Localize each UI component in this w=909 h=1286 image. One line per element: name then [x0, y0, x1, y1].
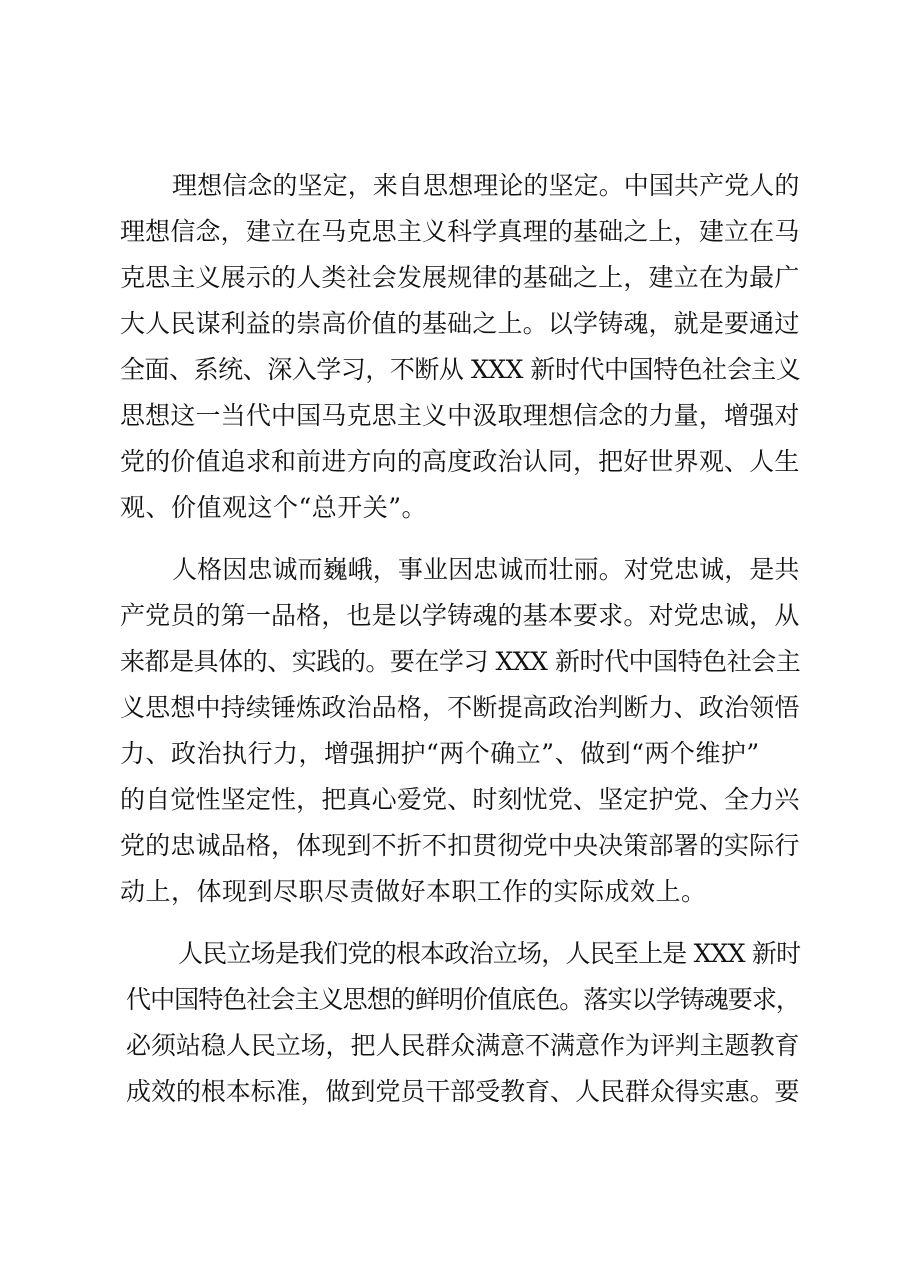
- text-line: 党的价值追求和前进方向的高度政治认同，把好世界观、人生: [120, 447, 800, 476]
- text-line: 义思想中持续锤炼政治品格，不断提高政治判断力、政治领悟: [120, 693, 800, 722]
- text-line: 观、价值观这个“总开关”。: [120, 493, 428, 522]
- text-line: 人民立场是我们党的根本政治立场，人民至上是 XXX 新时: [178, 939, 801, 968]
- text-line: 理想信念，建立在马克思主义科学真理的基础之上，建立在马: [120, 217, 800, 246]
- text-line: 全面、系统、深入学习，不断从 XXX 新时代中国特色社会主义: [120, 355, 801, 384]
- text-line: 必须站稳人民立场，把人民群众满意不满意作为评判主题教育: [126, 1031, 800, 1060]
- text-line: 党的忠诚品格，体现到不折不扣贯彻党中央决策部署的实际行: [120, 831, 800, 860]
- text-line: 思想这一当代中国马克思主义中汲取理想信念的力量，增强对: [120, 401, 800, 430]
- text-line: 来都是具体的、实践的。要在学习 XXX 新时代中国特色社会主: [120, 647, 801, 676]
- text-line: 的自觉性坚定性，把真心爱党、时刻忧党、坚定护党、全力兴: [120, 785, 800, 814]
- text-line: 人格因忠诚而巍峨，事业因忠诚而壮丽。对党忠诚，是共: [172, 555, 800, 584]
- text-line: 克思主义展示的人类社会发展规律的基础之上，建立在为最广: [120, 263, 800, 292]
- text-line: 成效的根本标准，做到党员干部受教育、人民群众得实惠。要: [126, 1077, 800, 1106]
- text-line: 动上，体现到尽职尽责做好本职工作的实际成效上。: [120, 877, 707, 906]
- text-line: 产党员的第一品格，也是以学铸魂的基本要求。对党忠诚，从: [120, 601, 800, 630]
- text-line: 力、政治执行力，增强拥护“两个确立”、做到“两个维护”: [120, 739, 760, 768]
- text-line: 代中国特色社会主义思想的鲜明价值底色。落实以学铸魂要求，: [126, 985, 801, 1014]
- text-line: 理想信念的坚定，来自思想理论的坚定。中国共产党人的: [172, 171, 800, 200]
- text-line: 大人民谋利益的崇高价值的基础之上。以学铸魂，就是要通过: [120, 309, 800, 338]
